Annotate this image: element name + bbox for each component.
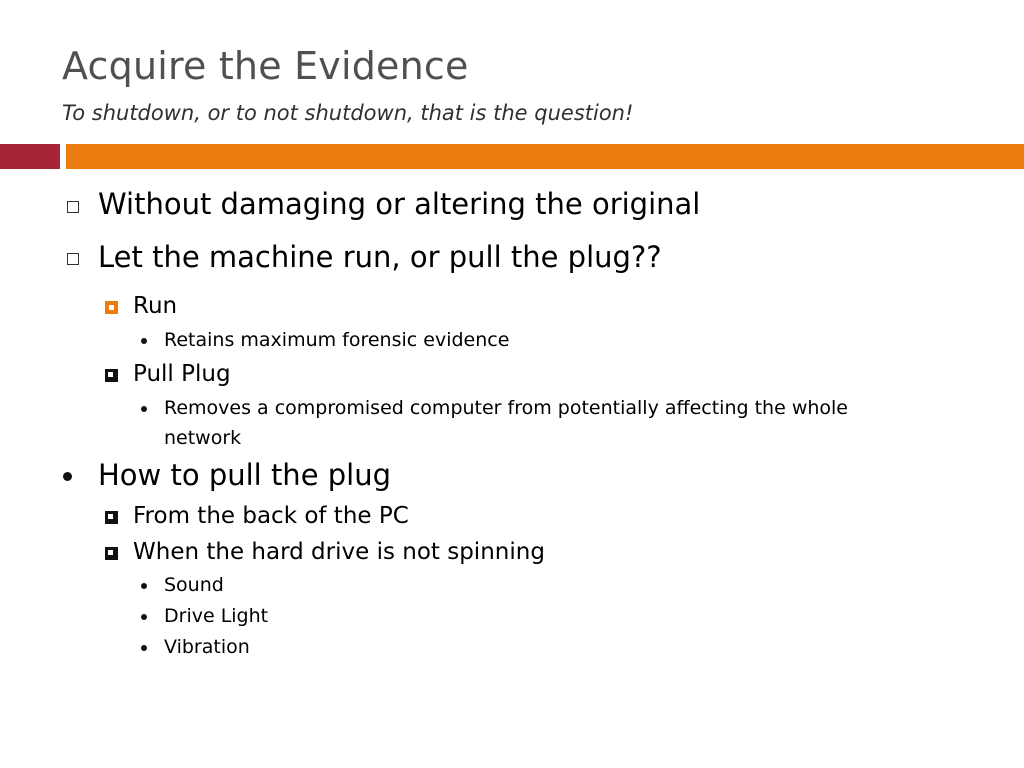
bullet-removes-computer-line2: network [164, 427, 242, 449]
round-bullet-icon [141, 338, 147, 344]
accent-bar-red [0, 144, 60, 169]
hollow-square-icon [67, 253, 79, 265]
round-bullet-icon [63, 472, 72, 481]
round-bullet-icon [141, 406, 147, 412]
bullet-vibration: Vibration [164, 636, 250, 658]
hollow-square-icon [67, 201, 79, 213]
bullet-retains-evidence: Retains maximum forensic evidence [164, 329, 510, 351]
bullet-run: Run [133, 293, 178, 319]
bullet-drive-light: Drive Light [164, 605, 269, 627]
round-bullet-icon [141, 614, 147, 620]
slide-subtitle: To shutdown, or to not shutdown, that is the question! [62, 101, 634, 125]
bullet-let-machine-run: Let the machine run, or pull the plug?? [98, 240, 662, 274]
bullet-pull-plug: Pull Plug [133, 361, 231, 387]
bullet-without-damaging: Without damaging or altering the original [98, 187, 701, 221]
accent-bar-orange [66, 144, 1024, 169]
round-bullet-icon [141, 583, 147, 589]
bullet-removes-computer-line1: Removes a compromised computer from potentially affecting the whole [164, 397, 848, 419]
black-square-bullet-icon [105, 511, 118, 524]
orange-square-bullet-icon [105, 301, 118, 314]
black-square-bullet-icon [105, 547, 118, 560]
bullet-hard-drive-not-spinning: When the hard drive is not spinning [133, 539, 545, 565]
black-square-bullet-icon [105, 369, 118, 382]
bullet-from-back: From the back of the PC [133, 503, 409, 529]
bullet-sound: Sound [164, 574, 224, 596]
bullet-how-to-pull: How to pull the plug [98, 458, 392, 492]
round-bullet-icon [141, 645, 147, 651]
slide-title: Acquire the Evidence [62, 44, 469, 88]
